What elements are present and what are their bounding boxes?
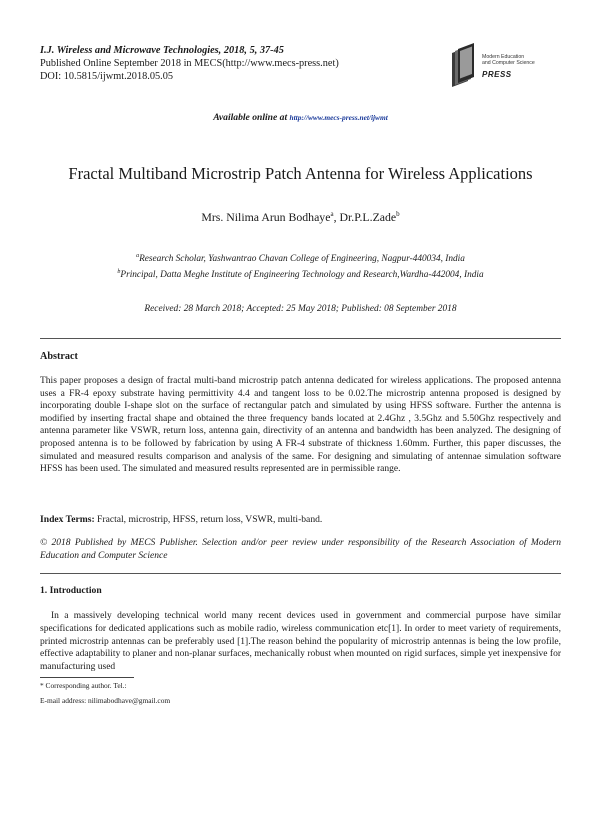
book-stack-icon — [446, 43, 480, 87]
paper-title: Fractal Multiband Microstrip Patch Antenna for Wireless Applications — [68, 164, 533, 183]
affiliations — [0, 250, 601, 282]
affiliation-b — [0, 266, 601, 282]
affiliation-b-text: Principal, Datta Meghe Institute of Engineering Technology and Research,Wardha-442004, India — [120, 270, 484, 281]
affiliation-a-text: Research Scholar, Yashwantrao Chavan College of Engineering, Nagpur-440034, India — [139, 254, 465, 265]
abstract-heading: Abstract — [40, 351, 78, 362]
journal-url-link[interactable]: http://www.mecs-press.net/ijwmt — [289, 113, 388, 122]
logo-text — [482, 55, 562, 66]
copyright-notice: © 2018 Published by MECS Publisher. Selection and/or peer review under responsibility of the Research Association of Modern Education and Computer Science — [40, 538, 561, 561]
footnote-corresponding: * Corresponding author. Tel.: — [40, 681, 127, 690]
mecs-press-logo — [446, 43, 566, 87]
logo-press: PRESS — [482, 70, 512, 79]
availability-line — [0, 112, 601, 123]
publication-dates: Received: 28 March 2018; Accepted: 25 May 2018; Published: 08 September 2018 — [144, 304, 457, 314]
published-line: Published Online September 2018 in MECS(http://www.mecs-press.net) — [40, 58, 339, 69]
volume-info: 2018, 5, 37-45 — [221, 45, 284, 56]
index-terms-label: Index Terms: — [40, 514, 95, 525]
author-1: Mrs. Nilima Arun Bodhaye — [201, 210, 331, 224]
footnote-divider — [40, 677, 134, 678]
journal-name: I.J. Wireless and Microwave Technologies, — [40, 45, 222, 56]
divider — [40, 573, 561, 574]
index-terms-text: Fractal, microstrip, HFSS, return loss, VSWR, multi-band. — [94, 514, 323, 525]
logo-line1: Modern Education — [482, 54, 525, 60]
logo-line2: and Computer Science — [482, 59, 535, 66]
author-2: Dr.P.L.Zade — [339, 210, 397, 224]
abstract-text: This paper proposes a design of fractal multi-band microstrip patch antenna dedicated for wireless applications. The proposed antenna uses a FR-4 epoxy substrate having permittivity 4.4 and tangent loss to be 0.02.The microstrip antenna proposed is designed by incorporating double I-shape slot on the surface of rectangular patch and simulated by using HFSS software. Further the antenna is modified by inserting fractal shape and obtained the three frequency bands located at 2.4Ghz , 3.5Ghz and 5.50Ghz respectively and antenna parameter like VSWR, return loss, antenna gain, directivity of an antenna and bandwidth has been analyzed. The designing of proposed antenna is to be followed by fabrication by using A FR-4 substrate of thickness 1.60mm. Further, this paper discusses, the simulated and measured results comparison and analysis of the same. For designing and simulating of antennae simulation software HFSS has been used. The simulated and measured results represented are in permissible range. — [40, 376, 561, 475]
author-separator: , — [333, 210, 340, 224]
introduction-text: In a massively developing technical world many recent devices used in government and commercial purpose have similar specifications for dedicated applications such as mobile radio, wireless communication etc[1]. In order to meet variety of requirements, printed microstrip antennas can be preferably used [1].The reason behind the popularity of microstrip antennas is being the low profile, effective adaptability to planer and non-planar surfaces, mechanically robust when mounted on rigid surfaces, simple yet inexpensive for manufacturing used — [40, 611, 561, 673]
index-terms — [40, 514, 561, 525]
author-1-sup: a — [330, 210, 334, 219]
divider — [40, 338, 561, 339]
availability-label: Available online at — [213, 112, 290, 123]
authors — [0, 210, 601, 225]
introduction-heading: 1. Introduction — [40, 585, 102, 596]
affiliation-b-sup: b — [117, 269, 121, 276]
journal-citation — [40, 44, 339, 57]
author-2-sup: b — [396, 210, 400, 219]
affiliation-a-sup: a — [136, 253, 140, 259]
journal-header — [40, 44, 339, 83]
doi: DOI: 10.5815/ijwmt.2018.05.05 — [40, 71, 173, 82]
affiliation-a — [0, 250, 601, 266]
footnote-email: E-mail address: nilimabodhave@gmail.com — [40, 696, 171, 705]
